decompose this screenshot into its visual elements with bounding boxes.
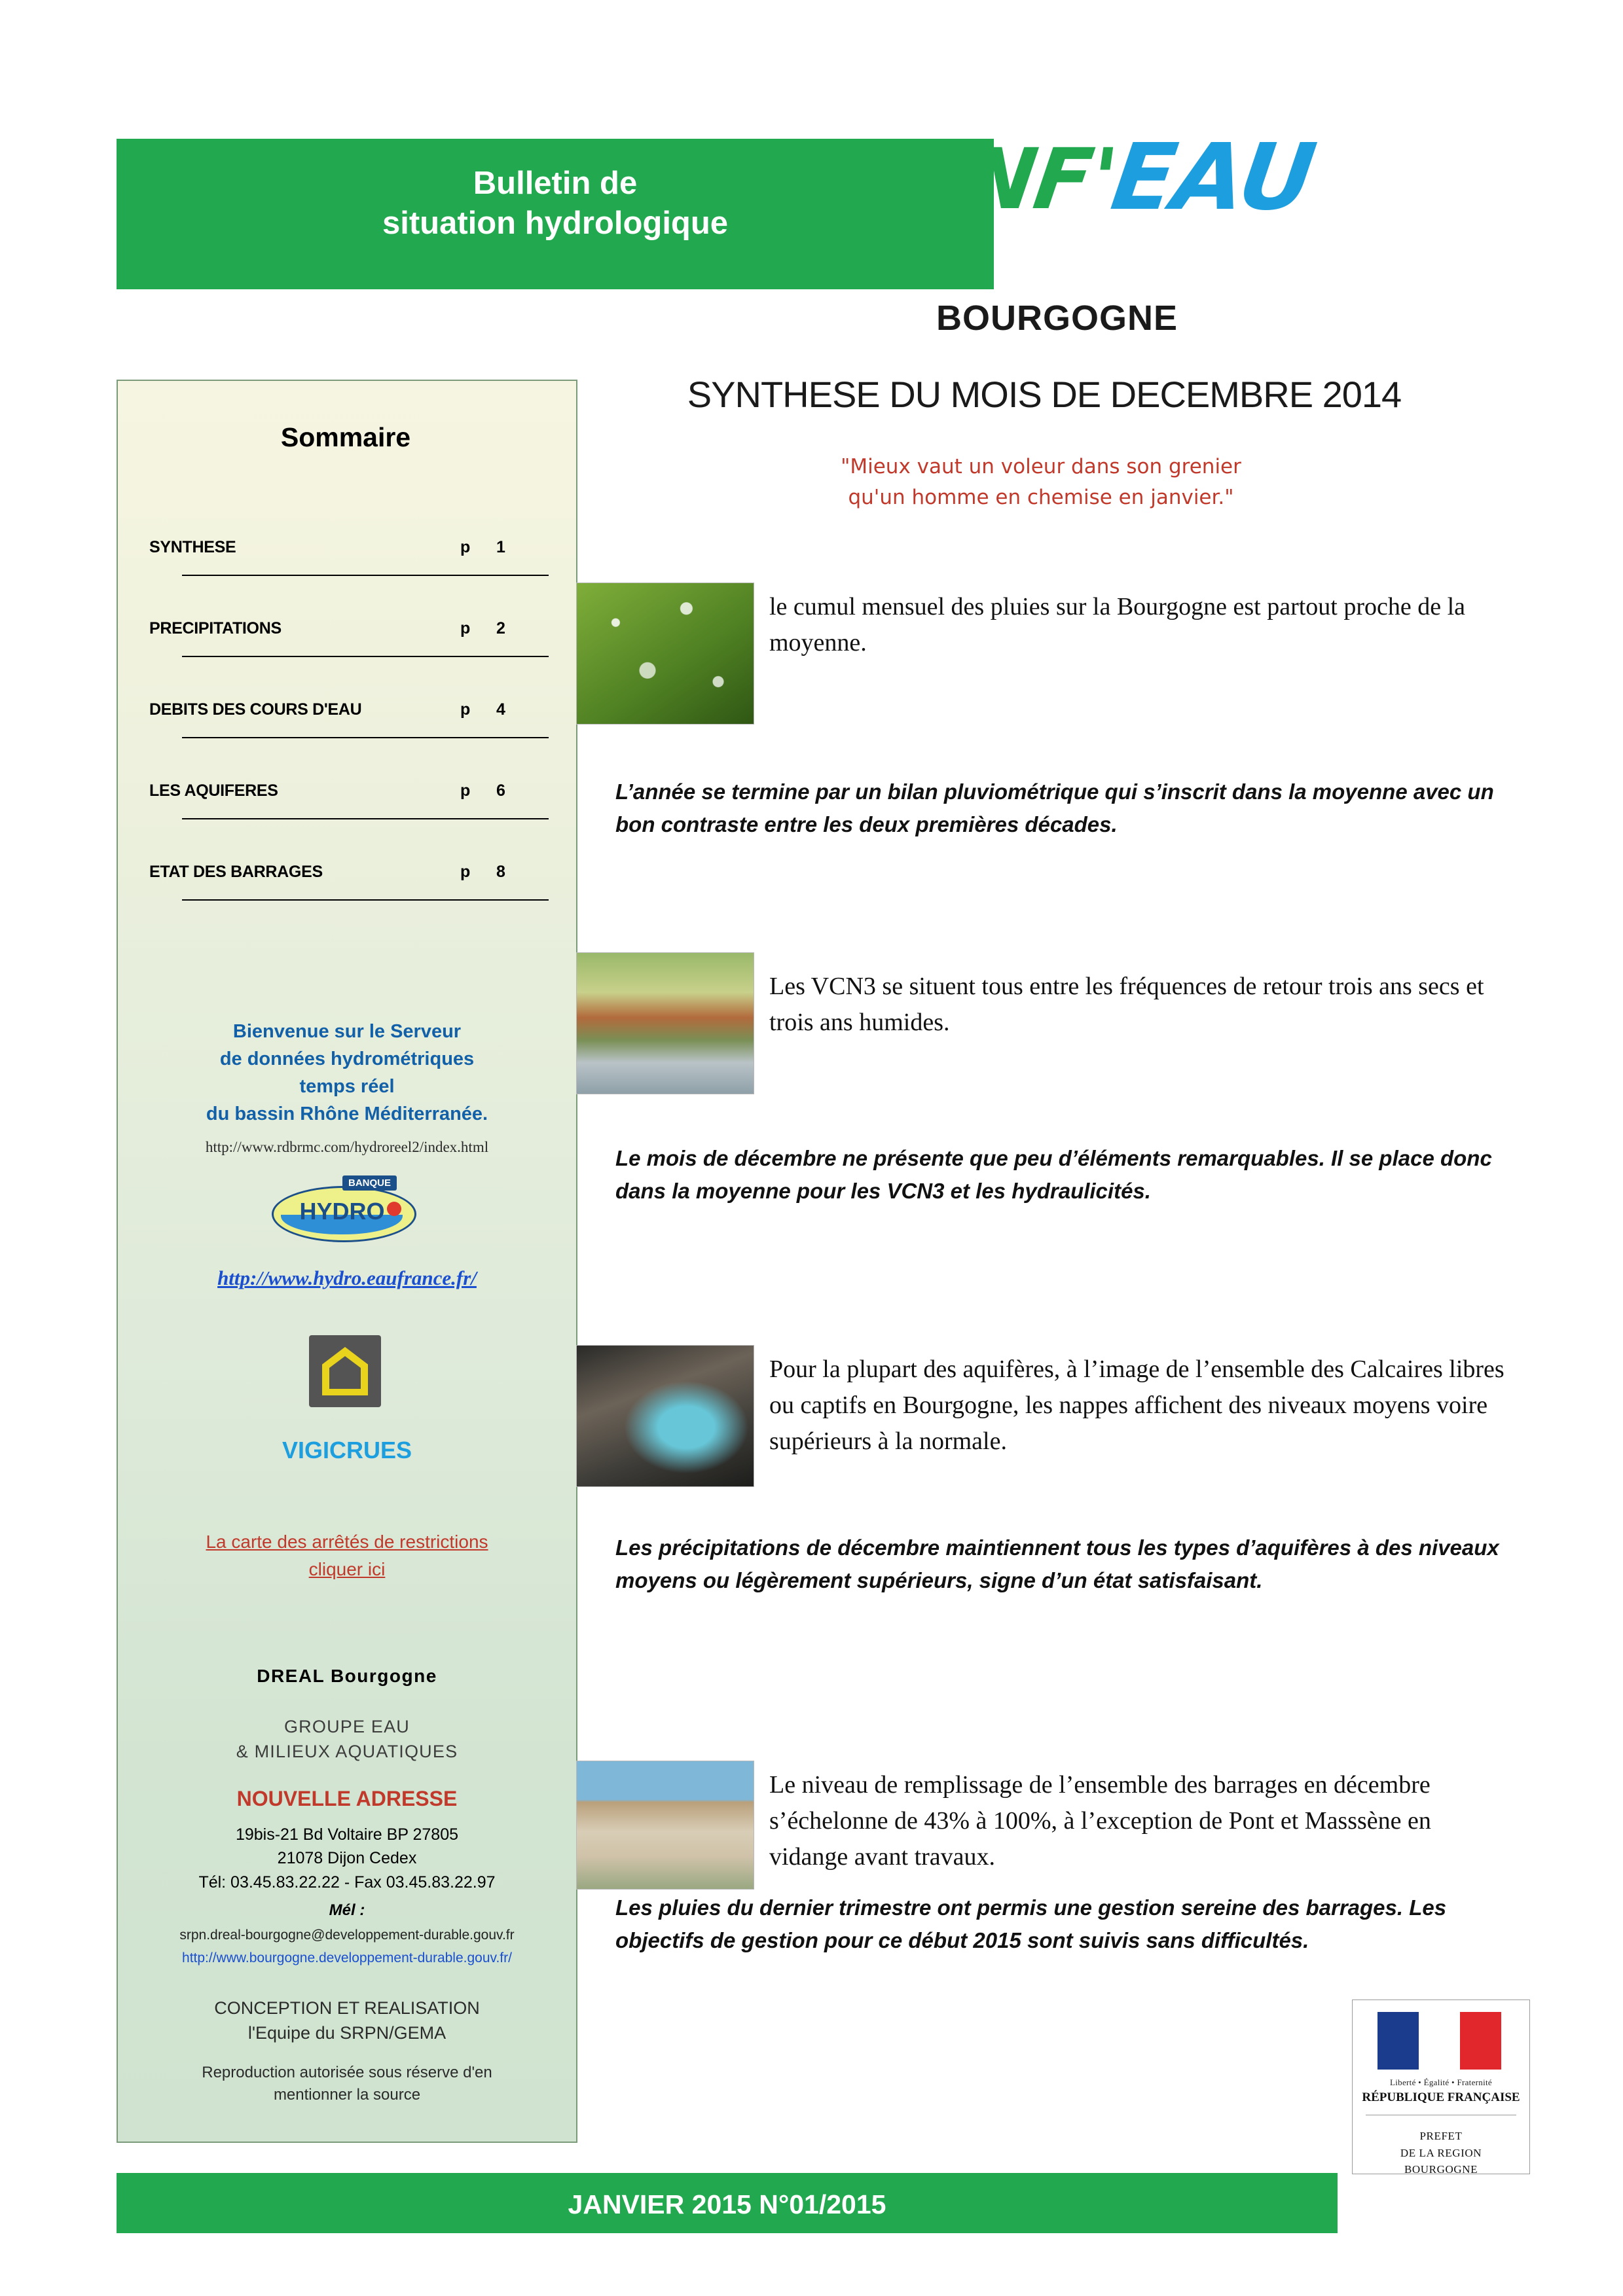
adresse-line2: 21078 Dijon Cedex xyxy=(277,1849,417,1868)
conception-line2: l'Equipe du SRPN/GEMA xyxy=(247,2022,447,2043)
table-of-contents xyxy=(143,524,549,929)
republique-francaise-text: RÉPUBLIQUE FRANÇAISE xyxy=(1362,2090,1520,2104)
photo-grotte-aquifere xyxy=(576,1345,754,1487)
serveur-block xyxy=(131,1018,563,1128)
toc-label: LES AQUIFERES xyxy=(149,781,278,800)
section-barrages-highlight: Les pluies du dernier trimestre ont permis une gestion sereine des barrages. Les objectifs de gestion pour ce début 2015 sont suivis sans difficultés. xyxy=(615,1895,1447,1952)
carte-line1: La carte des arrêtés de restrictions xyxy=(206,1532,488,1552)
toc-label: PRECIPITATIONS xyxy=(149,619,282,637)
section-synthese-text: le cumul mensuel des pluies sur la Bourgogne est partout proche de la moyenne. xyxy=(769,593,1466,657)
banque-hydro-logo[interactable] xyxy=(272,1172,412,1244)
page-title: SYNTHESE DU MOIS DE DECEMBRE 2014 xyxy=(687,374,1402,415)
carte-line2: cliquer ici xyxy=(308,1559,386,1579)
toc-item-synthese[interactable] xyxy=(143,524,549,605)
photo-riviere-automne xyxy=(576,952,754,1094)
adresse-block xyxy=(131,1823,563,1894)
email-address[interactable]: srpn.dreal-bourgogne@developpement-durable.gouv.fr xyxy=(179,1928,515,1943)
section-aquiferes-text: Pour la plupart des aquifères, à l’image de l’ensemble des Calcaires libres ou captifs en Bourgogne, les nappes affichent des niveaux moyens voire supérieurs à la normale. xyxy=(769,1355,1504,1456)
flag-red-stripe xyxy=(1460,2012,1501,2070)
adresse-line1: 19bis-21 Bd Voltaire BP 27805 xyxy=(235,1825,459,1844)
serveur-line2: de données hydrométriques xyxy=(219,1049,475,1070)
groupe-eau-label xyxy=(131,1715,563,1765)
bulletin-title-line1: Bulletin de xyxy=(473,166,638,201)
toc-page-number: 6 xyxy=(496,781,505,800)
toc-item-barrages[interactable] xyxy=(143,848,549,929)
rdbrmc-link[interactable]: http://www.rdbrmc.com/hydroreel2/index.html xyxy=(205,1139,489,1155)
toc-divider xyxy=(182,818,549,819)
toc-divider xyxy=(182,656,549,657)
conception-block xyxy=(131,1996,563,2046)
toc-page-prefix: p xyxy=(460,538,471,556)
carte-restrictions-link[interactable] xyxy=(131,1528,563,1583)
reproduction-note xyxy=(131,2062,563,2106)
hydro-eaufrance-link[interactable]: http://www.hydro.eaufrance.fr/ xyxy=(217,1266,477,1289)
french-flag-icon xyxy=(1377,2012,1502,2070)
section-barrages-text: Le niveau de remplissage de l’ensemble des barrages en décembre s’échelonne de 43% à 100%, à l’exception de Pont et Masssène en vidange avant travaux. xyxy=(769,1771,1431,1871)
groupe-line2: & MILIEUX AQUATIQUES xyxy=(236,1741,458,1761)
section-debits-text: Les VCN3 se situent tous entre les fréquences de retour trois ans secs et trois ans humides. xyxy=(769,973,1484,1037)
section-aquiferes-highlight: Les précipitations de décembre maintiennent tous les types d’aquifères à des niveaux moyens ou légèrement supérieurs, signe d’un état satisfaisant. xyxy=(615,1535,1499,1592)
proverb-line2: qu'un homme en chemise en janvier." xyxy=(848,485,1234,509)
prefet-logo xyxy=(1352,2000,1530,2174)
nouvelle-adresse-heading: NOUVELLE ADRESSE xyxy=(236,1787,458,1810)
section-debits-highlight: Le mois de décembre ne présente que peu d’éléments remarquables. Il se place donc dans la moyenne pour les VCN3 et les hydraulicités. xyxy=(615,1146,1492,1203)
repro-line1: Reproduction autorisée sous réserve d'en xyxy=(202,2064,492,2081)
devise-text: Liberté • Égalité • Fraternité xyxy=(1390,2077,1492,2087)
toc-label: DEBITS DES COURS D'EAU xyxy=(149,700,362,719)
proverb xyxy=(655,452,1427,512)
toc-page-prefix: p xyxy=(460,863,471,881)
toc-divider xyxy=(182,575,549,576)
prefet-line3: BOURGOGNE xyxy=(1404,2163,1478,2176)
website-link[interactable]: http://www.bourgogne.developpement-durable.gouv.fr/ xyxy=(182,1950,512,1965)
toc-label: ETAT DES BARRAGES xyxy=(149,863,323,881)
section-synthese-highlight: L’année se termine par un bilan pluviométrique qui s’inscrit dans la moyenne avec un bon contraste entre les deux premières décades. xyxy=(615,780,1494,836)
logo-inf-text: INF' xyxy=(929,131,1122,228)
serveur-line1: Bienvenue sur le Serveur xyxy=(232,1021,462,1042)
bulletin-title-line2: situation hydrologique xyxy=(382,206,729,242)
hydro-banque-label: BANQUE xyxy=(342,1175,397,1191)
repro-line2: mentionner la source xyxy=(273,2085,421,2104)
photo-pluie-gouttes xyxy=(576,583,754,725)
vigicrues-icon[interactable] xyxy=(309,1335,381,1407)
bulletin-title xyxy=(117,164,994,244)
logo-region-text: BOURGOGNE xyxy=(936,298,1178,338)
toc-page-prefix: p xyxy=(460,700,471,719)
toc-page-number: 1 xyxy=(496,538,505,556)
prefet-line1: PREFET xyxy=(1419,2130,1463,2142)
vigicrues-label[interactable]: VIGICRUES xyxy=(282,1437,412,1463)
footer-text: JANVIER 2015 N°01/2015 xyxy=(568,2189,886,2219)
groupe-line1: GROUPE EAU xyxy=(283,1717,410,1736)
toc-page-prefix: p xyxy=(460,781,471,800)
toc-divider xyxy=(182,899,549,901)
photo-barrage xyxy=(576,1761,754,1890)
conception-line1: CONCEPTION ET REALISATION xyxy=(214,1998,480,2018)
adresse-line3: Tél: 03.45.83.22.22 - Fax 03.45.83.22.97 xyxy=(198,1873,496,1892)
dreal-label: DREAL Bourgogne xyxy=(257,1666,437,1686)
serveur-line3: temps réel xyxy=(299,1076,395,1098)
toc-page-number: 8 xyxy=(496,863,505,881)
toc-page-number: 2 xyxy=(496,619,505,637)
toc-item-debits[interactable] xyxy=(143,686,549,767)
toc-page-number: 4 xyxy=(496,700,505,719)
hydro-logo-label: HYDRO xyxy=(299,1198,385,1225)
sommaire-heading: Sommaire xyxy=(280,422,411,452)
logo-eau-text: EAU xyxy=(1105,124,1321,231)
flag-white-stripe xyxy=(1419,2012,1460,2070)
flag-blue-stripe xyxy=(1377,2012,1419,2070)
toc-item-precipitations[interactable] xyxy=(143,605,549,686)
toc-divider xyxy=(182,737,549,738)
prefet-region-text xyxy=(1353,2128,1529,2178)
hydro-dot-icon xyxy=(387,1202,401,1216)
serveur-line4: du bassin Rhône Méditerranée. xyxy=(206,1103,488,1125)
mel-label: Mél : xyxy=(329,1901,365,1919)
toc-page-prefix: p xyxy=(460,619,471,637)
proverb-line1: "Mieux vaut un voleur dans son grenier xyxy=(841,455,1241,478)
toc-item-aquiferes[interactable] xyxy=(143,767,549,848)
toc-label: SYNTHESE xyxy=(149,538,236,556)
prefet-line2: DE LA REGION xyxy=(1400,2146,1482,2159)
